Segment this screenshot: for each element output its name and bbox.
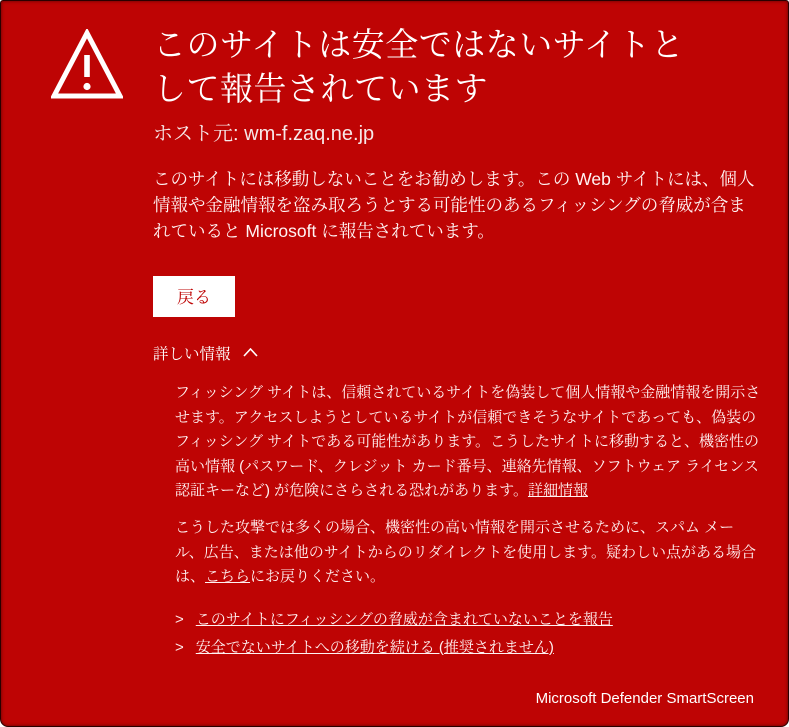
more-info-label: 詳しい情報 [153,346,231,364]
details-paragraph-2: こうした攻撃では多くの場合、機密性の高い情報を開示させるために、スパム メール、広告、または他のサイトからのリダイレクトを使用します。疑わしい点がある場合は、こちらにお戻りください。 [175,519,756,586]
continue-unsafe-row [175,636,761,660]
host-value: wm-f.zaq.ne.jp [244,123,375,146]
details-section [175,381,761,659]
chevron-right-icon: > [175,610,184,628]
chevron-right-icon: > [175,638,184,656]
details-paragraph-1: フィッシング サイトは、信頼されているサイトを偽装して個人情報や金融情報を開示させます。アクセスしようとしているサイトが信頼できそうなサイトであっても、偽装のフィッシング サイトである可能性があります。こうしたサイトに移動すると、機密性の高い情報 (パスワード、クレジット カード番号、連絡先情報、ソフトウェア ライセンス認証キーなど) が危険にさらされる恐れがあります。詳細情報 [175,384,761,500]
host-label: ホスト元: [153,123,239,146]
action-links [175,608,761,660]
page-title: このサイトは安全ではないサイトとして報告されています [153,26,685,108]
report-not-phishing-row [175,608,761,632]
report-not-phishing-link[interactable]: このサイトにフィッシングの脅威が含まれていないことを報告 [195,610,613,628]
go-back-here-link[interactable]: こちら [205,568,251,586]
continue-unsafe-link[interactable]: 安全でないサイトへの移動を続ける (推奨されません) [195,638,554,656]
host-line [153,120,768,148]
chevron-up-icon [243,344,258,362]
back-button[interactable]: 戻る [153,276,235,317]
more-info-toggle[interactable] [153,342,258,364]
learn-more-link[interactable]: 詳細情報 [527,482,588,500]
warning-content [153,23,768,664]
warning-description: このサイトには移動しないことをお勧めします。この Web サイトには、個人情報や金融情報を盗み取ろうとする可能性のあるフィッシングの脅威が含まれていると Microsoft に報告されています。 [153,169,755,242]
smartscreen-brand-label: Microsoft Defender SmartScreen [535,690,754,707]
warning-triangle-icon [51,29,123,101]
